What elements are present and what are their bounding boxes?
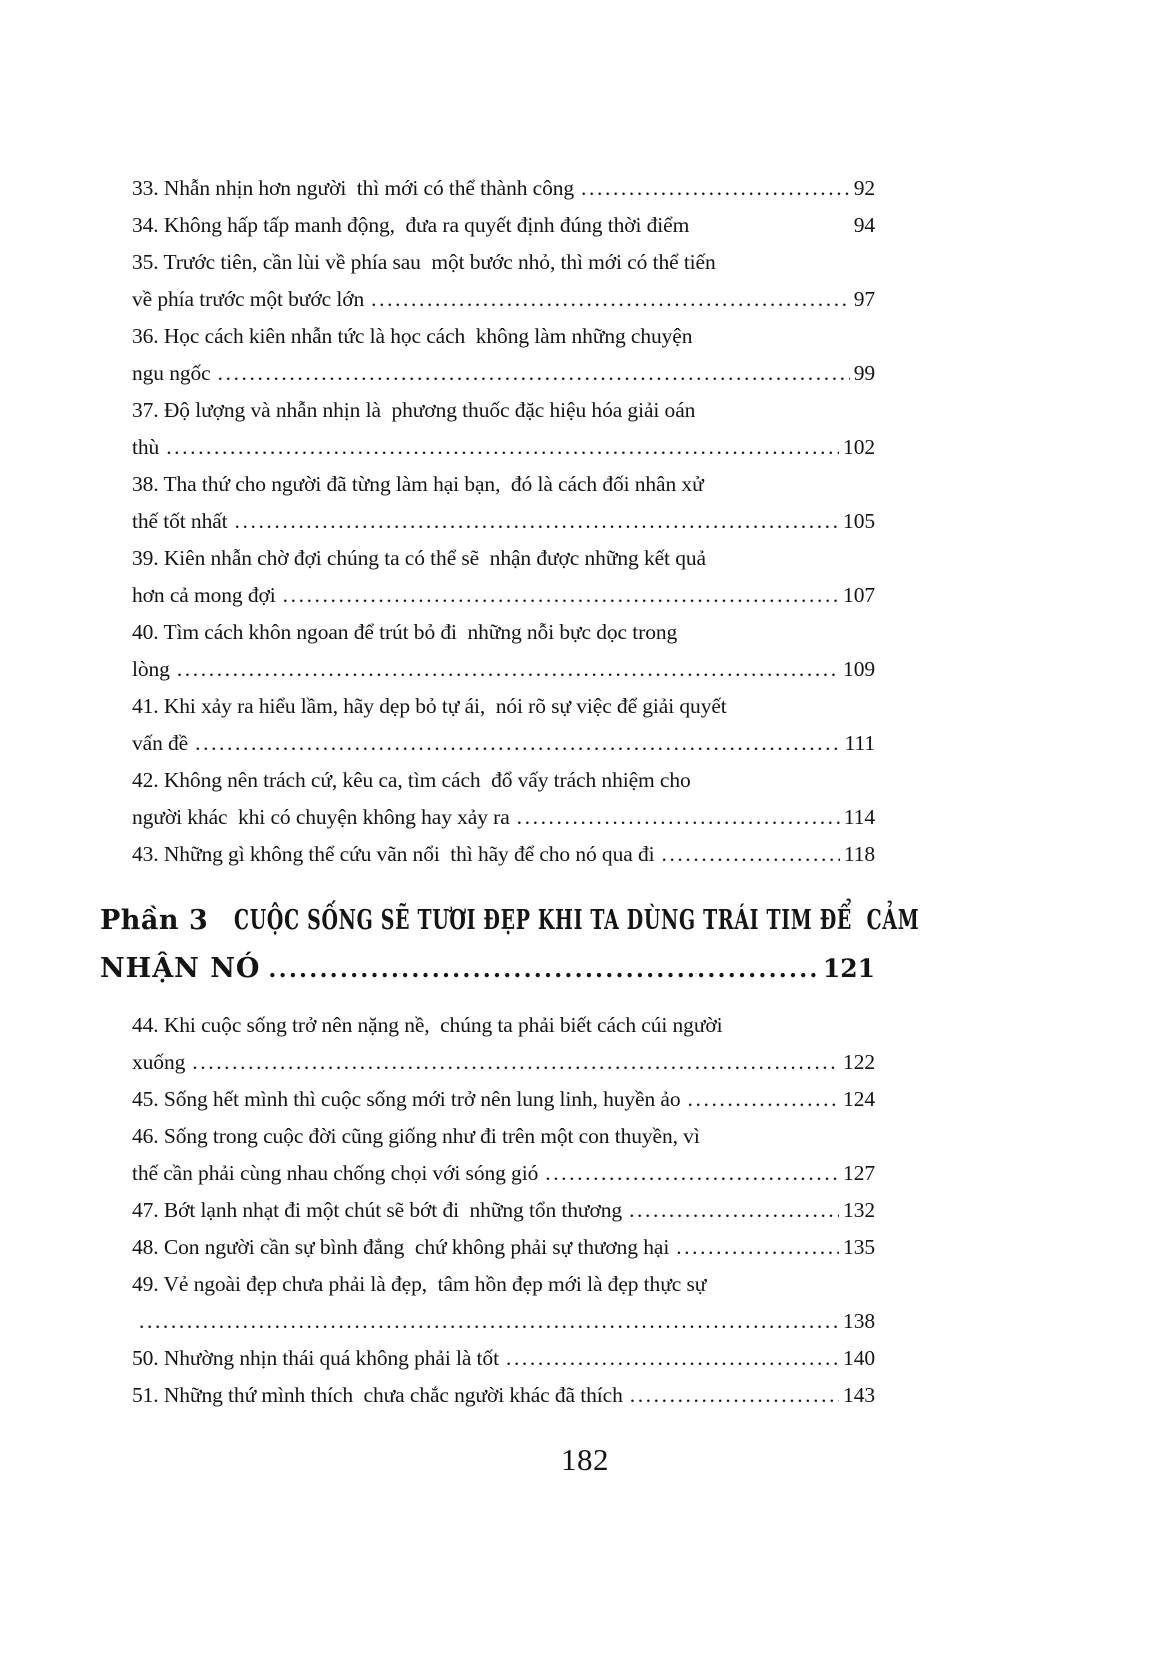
toc-entry-text: người khác khi có chuyện không hay xảy ra: [132, 805, 510, 829]
toc-entry-text: 41. Khi xảy ra hiểu lầm, hãy dẹp bỏ tự ái, nói rõ sự việc để giải quyết: [132, 694, 727, 718]
toc-line-38-1: [100, 466, 875, 503]
toc-line-40-1: [100, 614, 875, 651]
section-title-line2: NHẬN NÓ: [100, 953, 261, 984]
toc-entry-text: 35. Trước tiên, cần lùi về phía sau một bước nhỏ, thì mới có thể tiến: [132, 250, 716, 274]
toc-line-49-2: [100, 1303, 875, 1340]
toc-entry-text: về phía trước một bước lớn: [132, 287, 365, 311]
toc-entry-text: 48. Con người cần sự bình đẳng chứ không phải sự thương hại: [132, 1235, 670, 1259]
section-label: Phần 3: [100, 905, 209, 936]
section-heading-line-2: [100, 945, 875, 993]
toc-page-number: 97: [853, 287, 875, 311]
dot-leader: [661, 836, 839, 873]
dot-leader: [177, 651, 839, 688]
toc-entry-text: thù: [132, 435, 160, 459]
toc-entry-text: 37. Độ lượng và nhẫn nhịn là phương thuốc đặc hiệu hóa giải oán: [132, 398, 696, 422]
toc-page-number: 135: [843, 1235, 875, 1259]
toc-line-38-2: [100, 503, 875, 540]
dot-leader: [283, 577, 839, 614]
toc-entry-text: 49. Vẻ ngoài đẹp chưa phải là đẹp, tâm hồn đẹp mới là đẹp thực sự: [132, 1272, 707, 1296]
toc-line-35-1: [100, 244, 875, 281]
toc-entry-text: 40. Tìm cách khôn ngoan để trút bỏ đi những nỗi bực dọc trong: [132, 620, 678, 644]
toc-page-number: 143: [843, 1383, 875, 1407]
toc-entry-text: 44. Khi cuộc sống trở nên nặng nề, chúng ta phải biết cách cúi người: [132, 1013, 723, 1037]
toc-line-41-1: [100, 688, 875, 725]
toc-line-35-2: [100, 281, 875, 318]
toc-entry-text: hơn cả mong đợi: [132, 583, 276, 607]
toc-entry-text: 50. Nhường nhịn thái quá không phải là tốt: [132, 1346, 499, 1370]
dot-leader: [192, 1044, 839, 1081]
toc-line-36-1: [100, 318, 875, 355]
toc-page-number: 114: [843, 805, 875, 829]
section-title-line1: CUỘC SỐNG SẼ TƯƠI ĐẸP KHI TA DÙNG TRÁI TIM ĐỂ CẢM: [234, 905, 920, 936]
toc-page-number: 99: [853, 361, 875, 385]
toc-entry-text: 33. Nhẫn nhịn hơn người thì mới có thể thành công: [132, 176, 575, 200]
toc-line-37-1: [100, 392, 875, 429]
toc-page-number: 111: [844, 731, 875, 755]
toc-page-number: 124: [843, 1087, 875, 1111]
toc-page-number: 109: [843, 657, 875, 681]
toc-entry-text: 46. Sống trong cuộc đời cũng giống như đi trên một con thuyền, vì: [132, 1124, 700, 1148]
toc-line-43: [100, 836, 875, 873]
toc-page-number: 140: [843, 1346, 875, 1370]
dot-leader: [581, 170, 850, 207]
toc-line-36-2: [100, 355, 875, 392]
toc-line-50: [100, 1340, 875, 1377]
toc-line-45: [100, 1081, 875, 1118]
toc-line-51: [100, 1377, 875, 1414]
toc-entry-text: ngu ngốc: [132, 361, 211, 385]
dot-leader: [545, 1155, 839, 1192]
toc-line-44-2: [100, 1044, 875, 1081]
toc-line-46-2: [100, 1155, 875, 1192]
toc-page-number: 102: [843, 435, 875, 459]
toc-entry-text: vấn đề: [132, 731, 189, 755]
toc-line-40-2: [100, 651, 875, 688]
toc-page-number: 105: [843, 509, 875, 533]
toc-entry-text: lòng: [132, 657, 170, 681]
toc-line-44-1: [100, 1007, 875, 1044]
toc-line-48: [100, 1229, 875, 1266]
toc-entry-text: 39. Kiên nhẫn chờ đợi chúng ta có thể sẽ nhận được những kết quả: [132, 546, 706, 570]
toc-page-number: 138: [843, 1309, 875, 1333]
toc-entry-text: 42. Không nên trách cứ, kêu ca, tìm cách đổ vấy trách nhiệm cho: [132, 768, 691, 792]
toc-line-49-1: [100, 1266, 875, 1303]
toc-line-42-1: [100, 762, 875, 799]
toc-entry-text: 43. Những gì không thể cứu vãn nổi thì hãy để cho nó qua đi: [132, 842, 655, 866]
toc-entry-text: xuống: [132, 1050, 186, 1074]
toc-line-39-1: [100, 540, 875, 577]
toc-page-number: 118: [843, 842, 875, 866]
toc-line-37-2: [100, 429, 875, 466]
toc-page-number: 122: [843, 1050, 875, 1074]
section-heading-phan-3: [100, 897, 920, 993]
dot-leader: [195, 725, 841, 762]
toc-page-number: 92: [853, 176, 875, 200]
dot-leader: [688, 1081, 840, 1118]
dot-leader: [166, 429, 839, 466]
toc-entry-text: thế cần phải cùng nhau chống chọi với sóng gió: [132, 1161, 539, 1185]
section-heading-line-1: [100, 897, 920, 945]
page-number-footer: 182: [561, 1442, 609, 1477]
toc-line-41-2: [100, 725, 875, 762]
dot-leader: [139, 1303, 839, 1340]
toc-entry-text: 45. Sống hết mình thì cuộc sống mới trở nên lung linh, huyền ảo: [132, 1087, 681, 1111]
toc-page-number: 107: [843, 583, 875, 607]
dot-leader: [235, 503, 840, 540]
toc-line-46-1: [100, 1118, 875, 1155]
toc-line-34: [100, 207, 875, 244]
toc-page-number: 132: [843, 1198, 875, 1222]
toc-line-47: [100, 1192, 875, 1229]
toc-entry-text: 36. Học cách kiên nhẫn tức là học cách không làm những chuyện: [132, 324, 693, 348]
toc-line-33: [100, 170, 875, 207]
dot-leader: [517, 799, 840, 836]
dot-leader: [218, 355, 850, 392]
toc-entry-text: 47. Bớt lạnh nhạt đi một chút sẽ bớt đi những tổn thương: [132, 1198, 623, 1222]
table-of-contents: [100, 170, 920, 1414]
dot-leader: [371, 281, 850, 318]
toc-page-number: 94: [853, 213, 875, 237]
toc-page-number: 127: [843, 1161, 875, 1185]
toc-line-42-2: [100, 799, 875, 836]
toc-entry-text: 34. Không hấp tấp manh động, đưa ra quyết định đúng thời điểm: [132, 213, 690, 237]
toc-page-number: 121: [822, 954, 875, 983]
dot-leader: [676, 1229, 839, 1266]
dot-leader: [630, 1377, 839, 1414]
toc-entry-text: thế tốt nhất: [132, 509, 228, 533]
toc-line-39-2: [100, 577, 875, 614]
toc-entry-text: 51. Những thứ mình thích chưa chắc người khác đã thích: [132, 1383, 623, 1407]
dot-leader: [268, 946, 818, 994]
toc-entry-text: 38. Tha thứ cho người đã từng làm hại bạn, đó là cách đối nhân xử: [132, 472, 704, 496]
dot-leader: [506, 1340, 839, 1377]
dot-leader: [629, 1192, 839, 1229]
